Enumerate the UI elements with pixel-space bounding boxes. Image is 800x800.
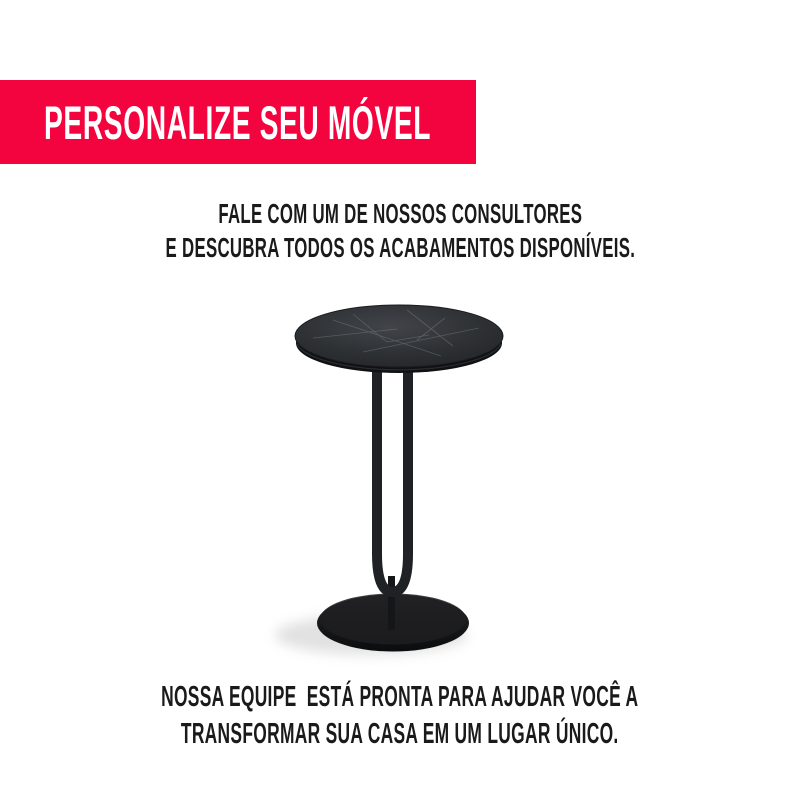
outro-line-2: TRANSFORMAR SUA CASA EM UM LUGAR ÚNICO. — [181, 718, 619, 750]
intro-line-1: FALE COM UM DE NOSSOS CONSULTORES — [218, 198, 582, 229]
table-stem — [388, 576, 395, 630]
intro-line-2-wrap — [0, 231, 800, 265]
round-side-table-image — [245, 288, 555, 668]
banner-title: PERSONALIZE SEU MÓVEL — [44, 95, 432, 149]
outro-line-1: NOSSA EQUIPE ESTÁ PRONTA PARA AJUDAR VOCÊ A — [161, 681, 639, 713]
intro-line-1-wrap — [0, 197, 800, 231]
promo-banner — [0, 80, 476, 164]
outro-line-1-wrap — [0, 679, 800, 716]
outro-text — [0, 679, 800, 753]
table-hairpin-legs — [377, 356, 408, 592]
outro-line-2-wrap — [0, 716, 800, 753]
intro-line-2: E DESCUBRA TODOS OS ACABAMENTOS DISPONÍVEIS. — [165, 232, 635, 263]
table-top — [295, 305, 503, 373]
intro-text — [0, 197, 800, 265]
